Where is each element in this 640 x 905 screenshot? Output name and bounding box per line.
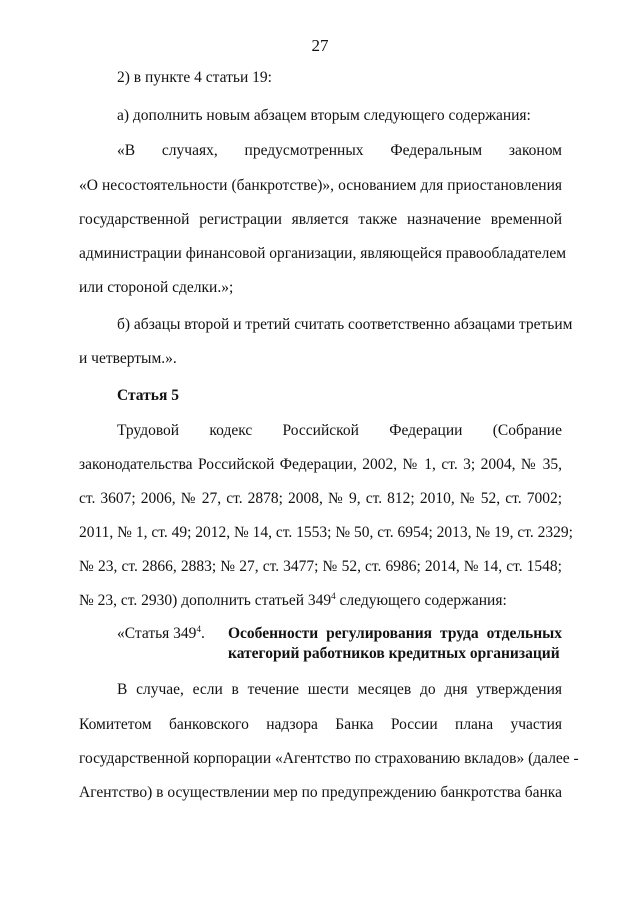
superscript: 4 xyxy=(196,623,201,634)
text-line: ст. 3607; 2006, № 27, ст. 2878; 2008, № 9, ст. 812; 2010, № 52, ст. 7002; xyxy=(79,490,562,507)
text-line: 2) в пункте 4 статьи 19: xyxy=(117,69,272,86)
text-line: а) дополнить новым абзацем вторым следующего содержания: xyxy=(117,107,531,124)
text-line: администрации финансовой организации, являющейся правообладателем xyxy=(79,245,567,262)
text-line: законодательства Российской Федерации, 2002, № 1, ст. 3; 2004, № 35, xyxy=(79,456,562,473)
text-line: б) абзацы второй и третий считать соответственно абзацами третьим xyxy=(117,316,573,333)
text-line: государственной регистрации является также назначение временной xyxy=(79,211,562,228)
text-line: В случае, если в течение шести месяцев до дня утверждения xyxy=(117,681,562,698)
new-article-title: Особенности регулирования труда отдельных xyxy=(228,625,562,642)
text-fragment: . xyxy=(200,625,205,642)
text-line: № 23, ст. 2866, 2883; № 27, ст. 3477; № 52, ст. 6986; 2014, № 14, ст. 1548; xyxy=(79,558,562,575)
article-title: Статья 5 xyxy=(117,387,179,404)
text-line: 2011, № 1, ст. 49; 2012, № 14, ст. 1553; № 50, ст. 6954; 2013, № 19, ст. 2329; xyxy=(79,524,573,541)
text-line: или стороной сделки.»; xyxy=(79,279,234,296)
text-line xyxy=(79,591,562,611)
new-article-label xyxy=(117,624,205,644)
text-line: и четвертым.». xyxy=(79,350,177,367)
text-line: Трудовой кодекс Российской Федерации (Собрание xyxy=(117,422,562,439)
text-line: государственной корпорации «Агентство по страхованию вкладов» (далее - xyxy=(79,750,579,767)
text-line: Комитетом банковского надзора Банка России плана участия xyxy=(79,716,562,733)
superscript: 4 xyxy=(331,590,336,601)
text-line: «О несостоятельности (банкротстве)», основанием для приостановления xyxy=(79,177,562,194)
text-line: «В случаях, предусмотренных Федеральным законом xyxy=(117,142,562,159)
text-fragment: № 23, ст. 2930) дополнить статьей 349 xyxy=(79,592,332,609)
new-article-title: категорий работников кредитных организаций xyxy=(228,645,560,662)
text-fragment: «Статья 349 xyxy=(117,625,197,642)
page-number: 27 xyxy=(311,36,329,55)
text-fragment: следующего содержания: xyxy=(335,592,507,609)
text-line: Агентство) в осуществлении мер по предупреждению банкротства банка xyxy=(79,784,562,801)
